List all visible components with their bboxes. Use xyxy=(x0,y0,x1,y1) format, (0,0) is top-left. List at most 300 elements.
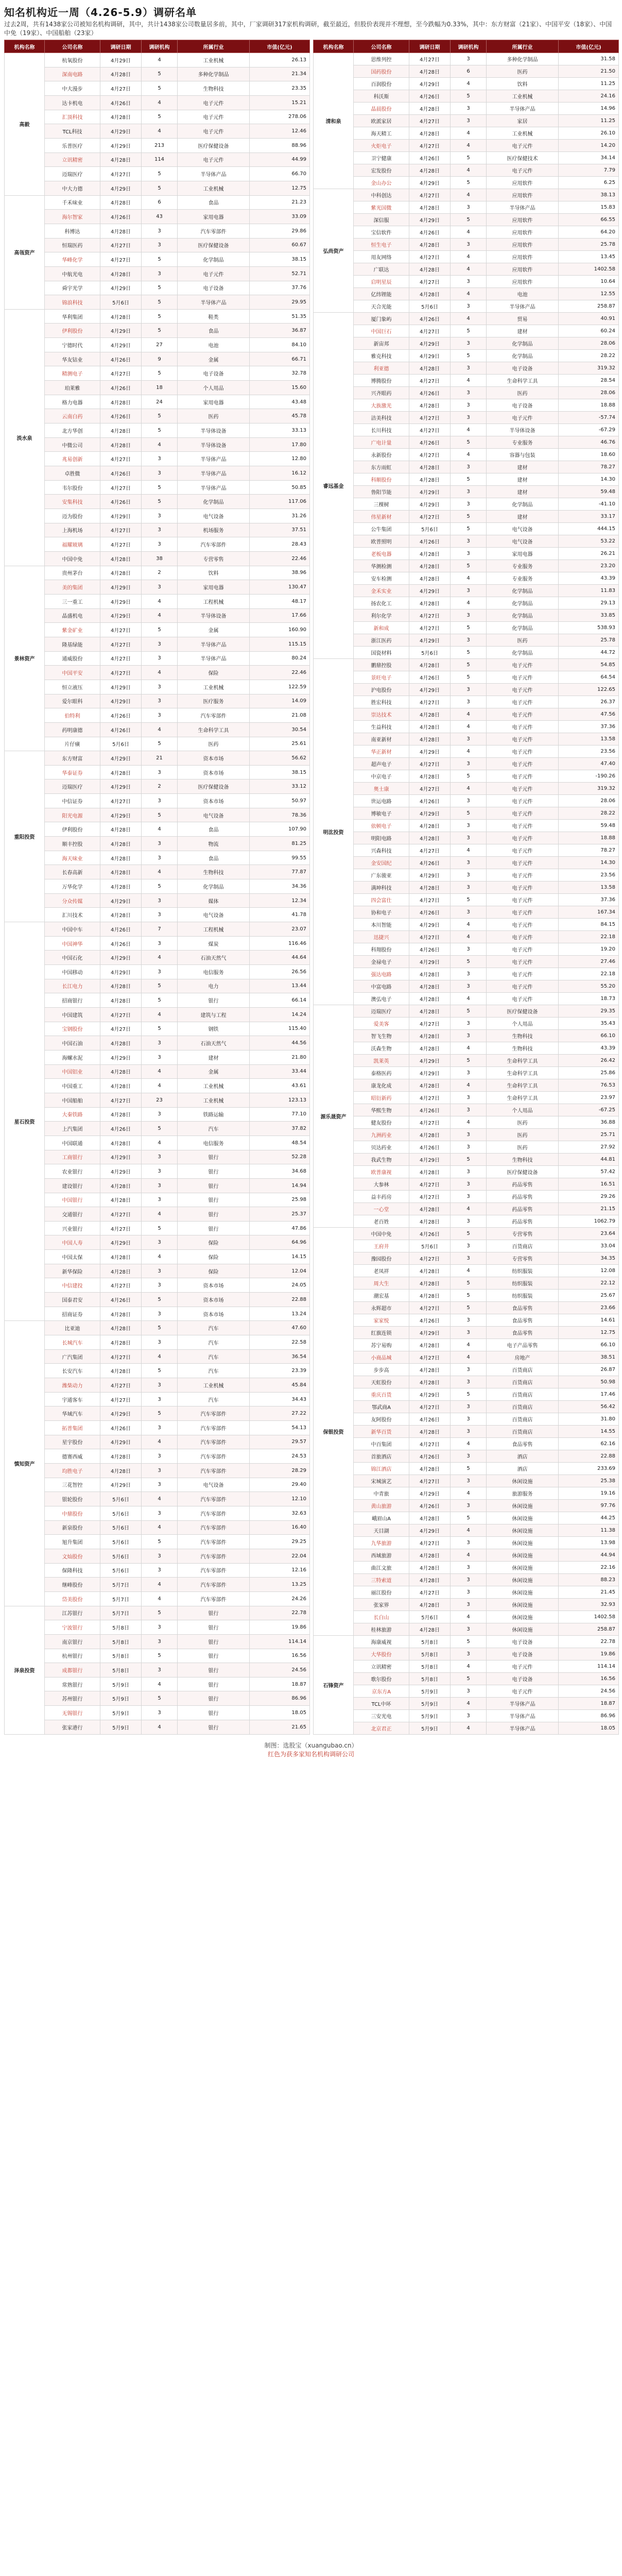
industry: 电子元件 xyxy=(487,1660,559,1673)
survey-date: 4月29日 xyxy=(409,1055,451,1067)
survey-date: 4月27日 xyxy=(100,1022,142,1036)
survey-date: 4月28日 xyxy=(409,263,451,276)
company-name: 贝达药业 xyxy=(354,1141,409,1154)
company-name: 老百姓 xyxy=(354,1215,409,1228)
institution-count: 3 xyxy=(451,1327,487,1339)
survey-date: 4月27日 xyxy=(100,1278,142,1293)
table-row xyxy=(314,733,619,745)
table-row xyxy=(5,1221,310,1235)
market-cap: 47.86 xyxy=(250,1221,310,1235)
market-cap: 54.13 xyxy=(250,1421,310,1435)
institution-count: 3 xyxy=(451,1104,487,1116)
institution-count: 3 xyxy=(142,1449,178,1464)
industry: 电子设备 xyxy=(178,366,250,381)
table-row xyxy=(314,684,619,696)
institution-count: 3 xyxy=(142,708,178,723)
company-name: 伊利股份 xyxy=(45,822,100,837)
market-cap: 160.90 xyxy=(250,623,310,637)
institution-count: 5 xyxy=(142,1122,178,1136)
company-name: 中信建投 xyxy=(45,1278,100,1293)
company-name: 明阳电路 xyxy=(354,832,409,844)
intro-text: 过去2周，共有1438家公司被知名机构调研，其中，共计1438家公司数量居多前，其中，厂家调研317家机构调研，截至最近，但股价表现并不理想，至今跌幅为0.33%，其中：东方财富（21家）、中国平安（18家）、中国中免（19家）、中国船舶（23家） xyxy=(4,21,612,37)
institution-count: 3 xyxy=(142,1307,178,1321)
table-row xyxy=(314,745,619,758)
survey-date: 4月27日 xyxy=(409,189,451,201)
market-cap: 33.09 xyxy=(250,210,310,224)
company-name: 德赛西威 xyxy=(45,1449,100,1464)
institution-count: 3 xyxy=(451,696,487,708)
market-cap: 26.13 xyxy=(250,53,310,67)
survey-date: 4月29日 xyxy=(409,1487,451,1500)
table-row xyxy=(314,919,619,931)
industry: 半导体产品 xyxy=(487,300,559,313)
company-name: 锦江酒店 xyxy=(354,1463,409,1475)
table-row xyxy=(314,1524,619,1537)
survey-date: 5月6日 xyxy=(100,1520,142,1535)
survey-date: 5月6日 xyxy=(409,1240,451,1252)
market-cap: 36.88 xyxy=(559,1116,619,1129)
table-row xyxy=(314,1463,619,1475)
table-row xyxy=(314,1154,619,1166)
institution-count: 4 xyxy=(451,164,487,177)
table-row xyxy=(314,1426,619,1438)
survey-date: 4月28日 xyxy=(409,560,451,572)
company-name: 长城汽车 xyxy=(45,1335,100,1350)
table-row xyxy=(5,1064,310,1079)
table-row xyxy=(314,436,619,449)
institution-count: 5 xyxy=(451,622,487,634)
industry: 应用软件 xyxy=(487,177,559,189)
market-cap: 26.10 xyxy=(559,127,619,140)
institution-count: 3 xyxy=(451,1450,487,1463)
company-name: 洁美科技 xyxy=(354,412,409,424)
industry: 电子元件 xyxy=(487,140,559,152)
survey-date: 4月29日 xyxy=(100,324,142,338)
survey-date: 4月28日 xyxy=(409,1203,451,1215)
market-cap: 80.24 xyxy=(250,651,310,666)
survey-date: 4月27日 xyxy=(409,325,451,337)
market-cap: 319.32 xyxy=(559,362,619,375)
company-name: 新华保险 xyxy=(45,1264,100,1278)
institution-count: 2 xyxy=(142,779,178,794)
institution-count: 4 xyxy=(451,1265,487,1277)
table-row xyxy=(5,452,310,466)
market-cap: 52.28 xyxy=(250,1150,310,1164)
company-name: 国瓷材料 xyxy=(354,647,409,659)
market-cap: 33.13 xyxy=(250,423,310,438)
institution-count: 5 xyxy=(451,1005,487,1018)
institution-count: 5 xyxy=(142,1406,178,1421)
market-cap: 444.15 xyxy=(559,523,619,535)
page-title: 知名机构近一周（4.26-5.9）调研名单 xyxy=(4,6,197,19)
market-cap: 59.48 xyxy=(559,486,619,498)
industry: 工业机械 xyxy=(178,53,250,67)
company-name: 中国巨石 xyxy=(354,325,409,337)
table-row xyxy=(5,181,310,195)
market-cap: 29.40 xyxy=(250,1478,310,1492)
company-name: 中国船舶 xyxy=(45,1093,100,1107)
institution-count: 3 xyxy=(142,1107,178,1122)
right-table-header xyxy=(314,40,619,53)
institution-count: 4 xyxy=(451,263,487,276)
institution-count: 3 xyxy=(451,634,487,647)
industry: 资本市场 xyxy=(178,1278,250,1293)
survey-date: 4月26日 xyxy=(409,1450,451,1463)
market-cap: 18.05 xyxy=(559,1722,619,1735)
institution-count: 3 xyxy=(451,1018,487,1030)
market-cap: 25.37 xyxy=(250,1207,310,1222)
company-name: 澳弘电子 xyxy=(354,993,409,1005)
market-cap: 11.25 xyxy=(559,78,619,90)
company-name: 南京银行 xyxy=(45,1634,100,1649)
table-row xyxy=(5,694,310,708)
survey-date: 4月26日 xyxy=(409,671,451,684)
industry: 房地产 xyxy=(487,1351,559,1364)
column-header: 市值(亿元) xyxy=(559,40,619,53)
institution-count: 4 xyxy=(451,597,487,609)
table-row xyxy=(314,511,619,523)
market-cap: 62.16 xyxy=(559,1438,619,1450)
company-name: TCL科技 xyxy=(45,124,100,139)
institution-count: 4 xyxy=(451,919,487,931)
survey-date: 4月28日 xyxy=(100,266,142,281)
table-row xyxy=(5,822,310,837)
company-name: 兴业银行 xyxy=(45,1221,100,1235)
company-name: 兆易创新 xyxy=(45,452,100,466)
survey-date: 4月27日 xyxy=(100,1378,142,1393)
table-row xyxy=(314,857,619,869)
company-name: 金山办公 xyxy=(354,177,409,189)
industry: 资本市场 xyxy=(178,751,250,766)
survey-date: 4月28日 xyxy=(409,362,451,375)
industry: 金属 xyxy=(178,623,250,637)
survey-date: 4月27日 xyxy=(100,637,142,651)
institution-count: 5 xyxy=(451,152,487,164)
survey-date: 4月26日 xyxy=(409,313,451,325)
company-name: 中国联通 xyxy=(45,1136,100,1150)
survey-date: 4月28日 xyxy=(100,1335,142,1350)
market-cap: 44.72 xyxy=(559,647,619,659)
industry: 生命科学工具 xyxy=(487,375,559,387)
industry: 电子元件 xyxy=(487,894,559,906)
industry: 百货商店 xyxy=(487,1413,559,1426)
market-cap: 48.54 xyxy=(250,1136,310,1150)
industry: 纺织服装 xyxy=(487,1277,559,1290)
market-cap: 47.60 xyxy=(250,1321,310,1335)
industry: 休闲设施 xyxy=(487,1524,559,1537)
table-row xyxy=(5,936,310,951)
institution-count: 3 xyxy=(142,1506,178,1520)
industry: 电子元件 xyxy=(487,931,559,943)
market-cap: 30.54 xyxy=(250,722,310,737)
industry: 药品零售 xyxy=(487,1191,559,1203)
table-row xyxy=(314,412,619,424)
market-cap: 21.08 xyxy=(250,708,310,723)
survey-date: 4月26日 xyxy=(100,722,142,737)
company-name: 三特索道 xyxy=(354,1574,409,1586)
table-row xyxy=(314,659,619,671)
company-name: 华熙生物 xyxy=(354,1104,409,1116)
industry: 工业机械 xyxy=(487,90,559,103)
industry: 电气设备 xyxy=(178,908,250,922)
institution-count: 3 xyxy=(451,300,487,313)
industry: 生物科技 xyxy=(487,1154,559,1166)
institution-count: 5 xyxy=(142,1691,178,1706)
company-name: 老板电器 xyxy=(354,548,409,560)
market-cap: 43.39 xyxy=(559,572,619,585)
survey-date: 5月8日 xyxy=(100,1634,142,1649)
table-row xyxy=(5,794,310,808)
market-cap: 47.56 xyxy=(559,708,619,721)
industry: 银行 xyxy=(178,993,250,1008)
industry: 建材 xyxy=(487,325,559,337)
industry: 化学制品 xyxy=(487,350,559,362)
institution-count: 4 xyxy=(451,78,487,90)
institution-count: 3 xyxy=(451,1314,487,1327)
market-cap: 25.67 xyxy=(559,1290,619,1302)
institution-name: 高瓴资产 xyxy=(5,195,45,309)
market-cap: 14.09 xyxy=(250,694,310,708)
market-cap: 28.06 xyxy=(559,795,619,807)
survey-date: 4月26日 xyxy=(100,1293,142,1307)
industry: 医药 xyxy=(487,634,559,647)
company-name: 招商银行 xyxy=(45,993,100,1008)
survey-date: 4月27日 xyxy=(100,1093,142,1107)
company-name: 宁波银行 xyxy=(45,1620,100,1635)
table-row xyxy=(5,680,310,694)
company-name: 大族激光 xyxy=(354,399,409,412)
company-name: 利亚德 xyxy=(354,362,409,375)
company-name: 王府井 xyxy=(354,1240,409,1252)
market-cap: 13.58 xyxy=(559,882,619,894)
institution-count: 4 xyxy=(451,1042,487,1055)
column-header: 所属行业 xyxy=(178,40,250,53)
market-cap: 23.56 xyxy=(559,869,619,882)
survey-date: 4月28日 xyxy=(100,1136,142,1150)
institution-count: 5 xyxy=(451,214,487,226)
table-row xyxy=(314,1030,619,1042)
left-table-header xyxy=(5,40,310,53)
survey-date: 4月29日 xyxy=(409,1327,451,1339)
market-cap: 34.14 xyxy=(559,152,619,164)
company-name: 上汽集团 xyxy=(45,1122,100,1136)
institution-count: 3 xyxy=(142,765,178,779)
table-row xyxy=(5,651,310,666)
institution-count: 3 xyxy=(142,224,178,238)
survey-date: 4月29日 xyxy=(409,869,451,882)
table-row xyxy=(314,127,619,140)
industry: 银行 xyxy=(178,1620,250,1635)
market-cap: -67.25 xyxy=(559,1104,619,1116)
market-cap: 22.88 xyxy=(250,1293,310,1307)
table-row xyxy=(314,832,619,844)
market-cap: 17.80 xyxy=(250,437,310,452)
market-cap: 258.87 xyxy=(559,1623,619,1636)
industry: 电子元件 xyxy=(178,124,250,139)
institution-name: 景林资产 xyxy=(5,566,45,751)
industry: 纺织服装 xyxy=(487,1265,559,1277)
survey-date: 4月26日 xyxy=(409,90,451,103)
company-name: 紫光国微 xyxy=(354,201,409,214)
survey-date: 4月28日 xyxy=(100,551,142,566)
institution-count: 5 xyxy=(451,1512,487,1524)
industry: 半导体设备 xyxy=(178,423,250,438)
institution-count: 3 xyxy=(142,1421,178,1435)
institution-count: 5 xyxy=(142,167,178,181)
table-row xyxy=(5,409,310,423)
survey-date: 4月27日 xyxy=(409,424,451,436)
market-cap: 21.50 xyxy=(559,65,619,78)
survey-date: 4月27日 xyxy=(409,609,451,622)
survey-date: 4月28日 xyxy=(409,399,451,412)
industry: 医疗保健设备 xyxy=(178,779,250,794)
table-row xyxy=(5,1435,310,1449)
survey-date: 4月29日 xyxy=(409,1388,451,1401)
company-name: 常熟银行 xyxy=(45,1677,100,1691)
survey-date: 4月28日 xyxy=(409,1129,451,1141)
industry: 食品 xyxy=(178,195,250,210)
institution-count: 5 xyxy=(142,181,178,195)
table-row xyxy=(5,1264,310,1278)
industry: 化学制品 xyxy=(487,647,559,659)
institution-count: 4 xyxy=(451,1487,487,1500)
survey-date: 4月27日 xyxy=(409,1116,451,1129)
industry: 休闲设施 xyxy=(487,1500,559,1512)
industry: 休闲设施 xyxy=(487,1611,559,1623)
industry: 电子元件 xyxy=(178,152,250,167)
company-name: 恒瑞医药 xyxy=(45,238,100,252)
industry: 建材 xyxy=(487,461,559,473)
market-cap: 36.54 xyxy=(250,1349,310,1364)
survey-date: 5月9日 xyxy=(409,1710,451,1722)
company-name: 火炬电子 xyxy=(354,140,409,152)
survey-date: 4月28日 xyxy=(409,993,451,1005)
institution-count: 4 xyxy=(142,594,178,608)
industry: 生命科学工具 xyxy=(487,1067,559,1079)
company-name: 农业银行 xyxy=(45,1164,100,1179)
market-cap: 53.22 xyxy=(559,535,619,548)
table-row xyxy=(314,1018,619,1030)
table-row xyxy=(5,1492,310,1506)
industry: 化学制品 xyxy=(178,252,250,267)
industry: 食品零售 xyxy=(487,1327,559,1339)
company-name: 宋城演艺 xyxy=(354,1475,409,1487)
survey-date: 4月28日 xyxy=(409,201,451,214)
industry: 电池 xyxy=(487,288,559,300)
table-row xyxy=(314,1562,619,1574)
survey-date: 4月29日 xyxy=(100,680,142,694)
company-name: 老凤祥 xyxy=(354,1265,409,1277)
market-cap: 18.88 xyxy=(559,399,619,412)
market-cap: 84.10 xyxy=(250,338,310,352)
survey-date: 4月28日 xyxy=(100,395,142,409)
company-name: 四会富仕 xyxy=(354,894,409,906)
table-row xyxy=(5,1349,310,1364)
company-name: 金禾实业 xyxy=(354,585,409,597)
table-row xyxy=(5,1207,310,1222)
industry: 食品零售 xyxy=(487,1314,559,1327)
market-cap: 38.96 xyxy=(250,566,310,580)
survey-date: 4月27日 xyxy=(409,844,451,857)
institution-count: 9 xyxy=(142,352,178,366)
industry: 医疗服务 xyxy=(178,694,250,708)
company-name: 西域旅游 xyxy=(354,1549,409,1562)
market-cap: 25.78 xyxy=(559,634,619,647)
table-row xyxy=(314,189,619,201)
company-name: 大华股份 xyxy=(354,1648,409,1660)
survey-date: 4月27日 xyxy=(409,449,451,461)
market-cap: 48.17 xyxy=(250,594,310,608)
industry: 建材 xyxy=(178,1050,250,1064)
institution-count: 5 xyxy=(451,770,487,783)
company-name: 长川科技 xyxy=(354,424,409,436)
survey-date: 4月28日 xyxy=(100,1178,142,1193)
institution-count: 5 xyxy=(451,894,487,906)
institution-name: 淡水泉 xyxy=(5,309,45,566)
industry: 电气设备 xyxy=(487,535,559,548)
table-row xyxy=(5,338,310,352)
market-cap: 319.32 xyxy=(559,783,619,795)
survey-date: 5月6日 xyxy=(409,300,451,313)
industry: 专业服务 xyxy=(487,560,559,572)
institution-count: 3 xyxy=(142,694,178,708)
industry: 医药 xyxy=(178,737,250,751)
institution-count: 3 xyxy=(142,1150,178,1164)
industry: 汽车零部件 xyxy=(178,1578,250,1592)
column-header: 调研机构 xyxy=(451,40,487,53)
company-name: 周大生 xyxy=(354,1277,409,1290)
table-row xyxy=(5,53,310,67)
institution-count: 5 xyxy=(142,1535,178,1549)
institution-count: 5 xyxy=(142,1321,178,1335)
industry: 酒店 xyxy=(487,1450,559,1463)
survey-date: 5月6日 xyxy=(100,1506,142,1520)
institution-count: 5 xyxy=(142,1221,178,1235)
survey-date: 4月28日 xyxy=(100,423,142,438)
institution-count: 5 xyxy=(142,808,178,822)
institution-count: 4 xyxy=(451,1549,487,1562)
institution-count: 3 xyxy=(451,1710,487,1722)
company-name: 卓胜微 xyxy=(45,466,100,481)
company-name: 格力电器 xyxy=(45,395,100,409)
company-name: 宇通客车 xyxy=(45,1392,100,1406)
institution-count: 3 xyxy=(142,637,178,651)
market-cap: 14.94 xyxy=(250,1178,310,1193)
institution-count: 3 xyxy=(451,1537,487,1549)
company-name: 旭升集团 xyxy=(45,1535,100,1549)
market-cap: 51.35 xyxy=(250,309,310,324)
company-name: 张家界 xyxy=(354,1599,409,1611)
institution-count: 4 xyxy=(451,226,487,239)
column-header: 公司名称 xyxy=(354,40,409,53)
company-name: 新华百货 xyxy=(354,1426,409,1438)
market-cap: 33.12 xyxy=(250,779,310,794)
table-row xyxy=(314,560,619,572)
survey-date: 4月28日 xyxy=(409,65,451,78)
table-row xyxy=(314,795,619,807)
industry: 医药 xyxy=(178,409,250,423)
institution-count: 3 xyxy=(142,1378,178,1393)
market-cap: 24.53 xyxy=(250,1449,310,1464)
institution-count: 3 xyxy=(142,1264,178,1278)
institution-count: 3 xyxy=(451,1426,487,1438)
table-row xyxy=(5,737,310,751)
market-cap: 17.66 xyxy=(250,608,310,623)
table-row xyxy=(314,1413,619,1426)
institution-count: 3 xyxy=(142,1663,178,1677)
market-cap: 14.55 xyxy=(559,1426,619,1438)
industry: 生命科学工具 xyxy=(487,1092,559,1104)
